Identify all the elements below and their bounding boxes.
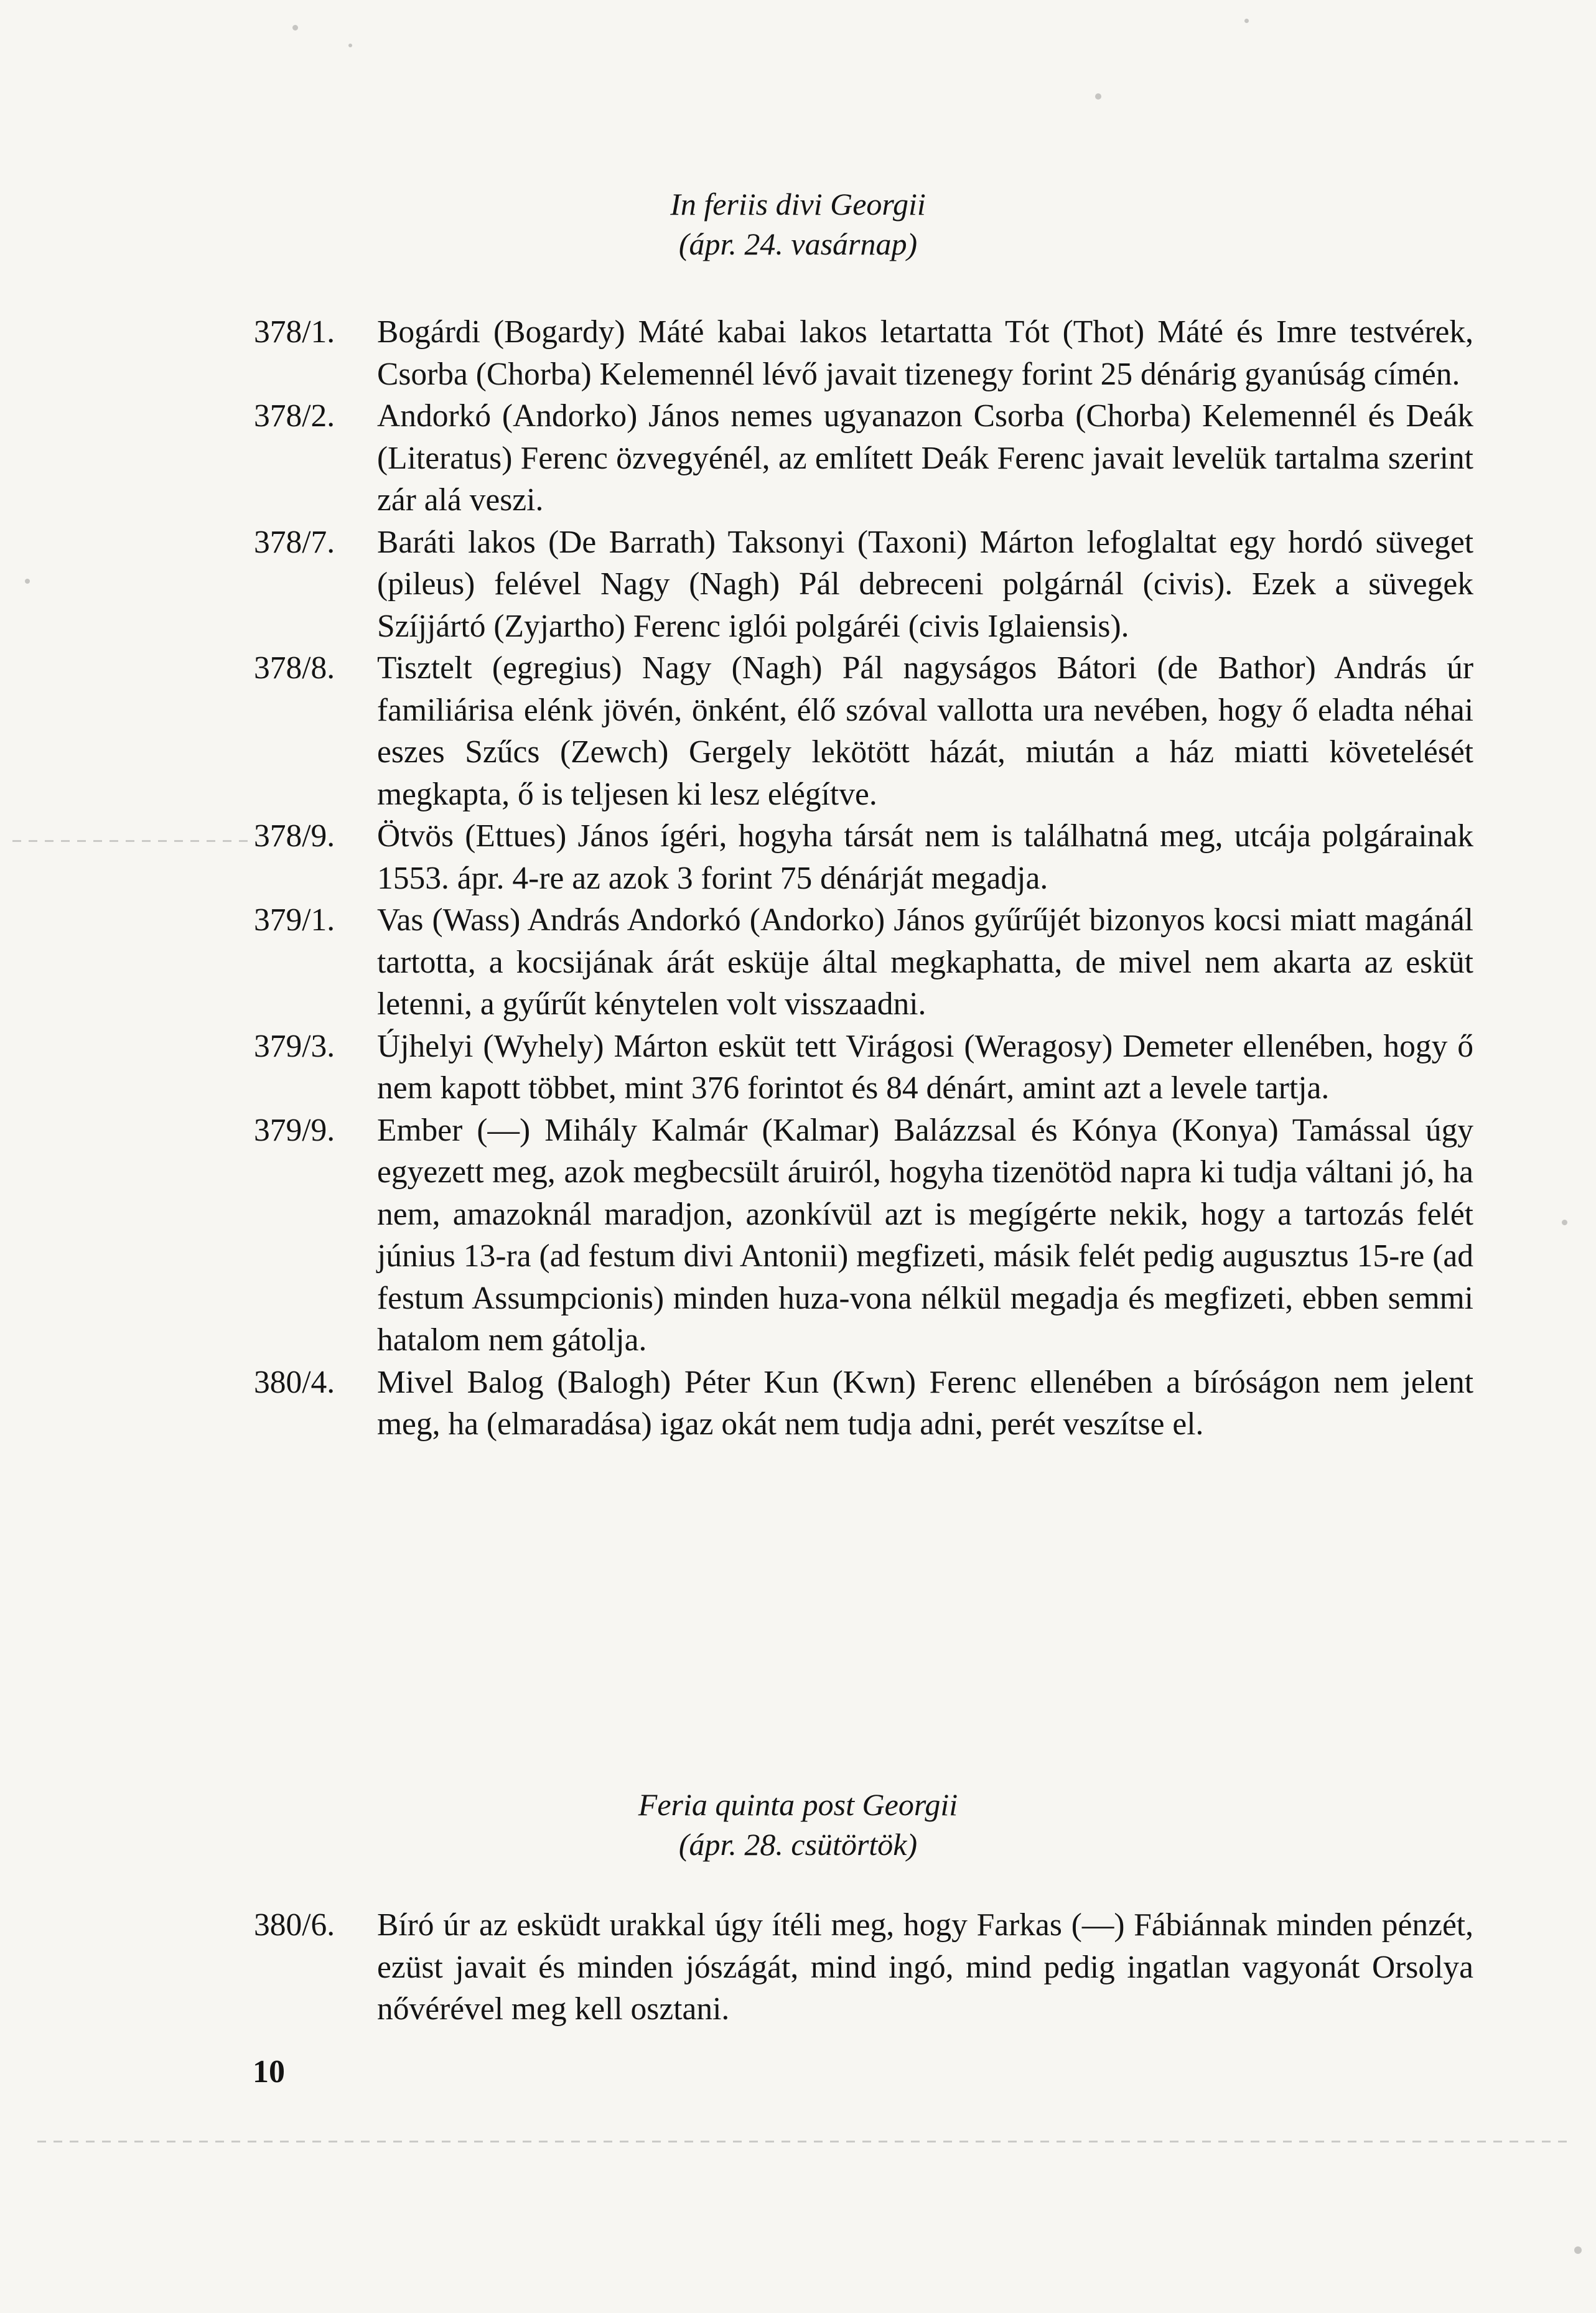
entry: [254, 1110, 1473, 1362]
entry-number: 378/8.: [254, 650, 335, 686]
entry-text: Bíró úr az esküdt urakkal úgy ítéli meg, hogy Farkas (—) Fábiánnak minden pénzét, ezüst javait és minden jószágát, mind ingó, mind pedig ingatlan vagyonát Orsolya nővérével meg kell osztani.: [377, 1907, 1473, 2027]
entry-text: Tisztelt (egregius) Nagy (Nagh) Pál nagyságos Bátori (de Bathor) András úr familiárisa elénk jövén, önként, élő szóval vallotta ura nevében, hogy ő eladta néhai eszes Szűcs (Zewch) Gergely lekötött házát, miután a ház miatti követelését megkapta, ő is teljesen ki lesz elégítve.: [377, 650, 1473, 812]
scan-speck: [348, 44, 352, 47]
scan-speck: [1574, 2246, 1582, 2254]
entry-number: 378/1.: [254, 314, 335, 350]
entry: [254, 899, 1473, 1026]
entry-text: Vas (Wass) András Andorkó (Andorko) János gyűrűjét bizonyos kocsi miatt magánál tartotta, a kocsijának árát esküje által megkaphatta, de mivel nem akarta az esküt letenni, a gyűrűt kénytelen volt visszaadni.: [377, 902, 1473, 1022]
scan-speck: [1562, 1220, 1567, 1225]
entry: [254, 815, 1473, 899]
entry-number: 380/4.: [254, 1364, 335, 1400]
entry-number: 378/2.: [254, 398, 335, 434]
entry: [254, 647, 1473, 815]
entry: [254, 395, 1473, 521]
entry-text: Újhelyi (Wyhely) Márton esküt tett Virágosi (Weragosy) Demeter ellenében, hogy ő nem kapott többet, mint 376 forintot és 84 dénárt, amint azt a levele tartja.: [377, 1028, 1473, 1106]
scan-noise-line: [12, 840, 249, 842]
entry-number: 378/7.: [254, 524, 335, 560]
scan-noise-line: [37, 2141, 1574, 2142]
entry: [254, 1904, 1473, 2030]
scan-speck: [1095, 93, 1101, 100]
entry-text: Bogárdi (Bogardy) Máté kabai lakos letartatta Tót (Thot) Máté és Imre testvérek, Csorba (Chorba) Kelemennél lévő javait tizenegy forint 25 dénárig gyanúság címén.: [377, 314, 1473, 392]
entry: [254, 521, 1473, 648]
entry-text: Baráti lakos (De Barrath) Taksonyi (Taxoni) Márton lefoglaltat egy hordó süveget (pileus) felével Nagy (Nagh) Pál debreceni polgárnál (civis). Ezek a süvegek Szíjjártó (Zyjartho) Ferenc iglói polgáréi (civis Iglaiensis).: [377, 524, 1473, 644]
page-number: 10: [253, 2054, 285, 2090]
entry-list: [254, 311, 1473, 1446]
section-heading: [0, 1785, 1596, 1864]
entry-number: 379/1.: [254, 902, 335, 938]
entry-number: 379/9.: [254, 1112, 335, 1148]
section-heading-title: In feriis divi Georgii: [670, 187, 926, 222]
scan-speck: [1244, 19, 1249, 23]
entry-number: 378/9.: [254, 818, 335, 854]
section-heading: [0, 184, 1596, 264]
entry-number: 380/6.: [254, 1907, 335, 1943]
entry-list: [254, 1904, 1473, 2030]
scan-speck: [292, 25, 298, 30]
entry-text: Andorkó (Andorko) János nemes ugyanazon Csorba (Chorba) Kelemennél és Deák (Literatus) Ferenc özvegyénél, az említett Deák Ferenc javait levelük tartalma szerint zár alá veszi.: [377, 398, 1473, 518]
scan-speck: [25, 579, 30, 584]
section-heading-title: Feria quinta post Georgii: [638, 1787, 958, 1822]
entry-text: Ötvös (Ettues) János ígéri, hogyha társát nem is találhatná meg, utcája polgárainak 1553. ápr. 4-re az azok 3 forint 75 dénárját megadja.: [377, 818, 1473, 896]
entry: [254, 1026, 1473, 1110]
section-heading-date: (ápr. 28. csütörtök): [678, 1827, 918, 1862]
entry: [254, 311, 1473, 395]
entry-text: Ember (—) Mihály Kalmár (Kalmar) Balázzsal és Kónya (Konya) Tamással úgy egyezett meg, azok megbecsült áruiról, hogyha tizenötöd napra ki tudja váltani jó, ha nem, amazoknál maradjon, azonkívül azt is megígérte nekik, hogy a tartozás felét június 13-ra (ad festum divi Antonii) megfizeti, másik felét pedig augusztus 15-re (ad festum Assumpcionis) minden huza-vona nélkül megadja és megfizeti, ebben semmi hatalom nem gátolja.: [377, 1112, 1473, 1358]
entry: [254, 1362, 1473, 1446]
section-heading-date: (ápr. 24. vasárnap): [678, 227, 918, 261]
entry-text: Mivel Balog (Balogh) Péter Kun (Kwn) Ferenc ellenében a bíróságon nem jelent meg, ha (elmaradása) igaz okát nem tudja adni, perét veszítse el.: [377, 1364, 1473, 1442]
entry-number: 379/3.: [254, 1028, 335, 1064]
